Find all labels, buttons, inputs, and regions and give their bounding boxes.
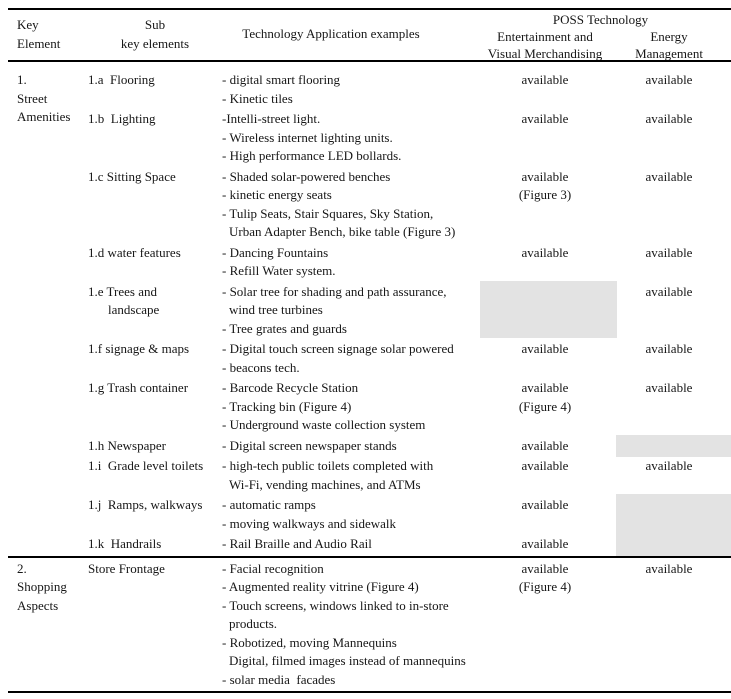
key-element-cell: [12, 71, 88, 556]
entertainment-cell: [470, 71, 620, 108]
example-line: - Digital screen newspaper stands: [222, 437, 397, 453]
header-sub-line: key elements: [120, 35, 190, 51]
sub-key-cell: [88, 71, 222, 108]
availability-label: available: [521, 380, 569, 395]
sub-key-label: 1.h Newspaper: [88, 437, 166, 453]
example-line: - Tulip Seats, Stair Squares, Sky Station,: [222, 205, 434, 221]
availability-label: available: [521, 111, 569, 126]
example-line: - kinetic energy seats: [222, 187, 332, 202]
shaded-unavailable-box: [480, 281, 617, 339]
table-row-ramps-walkways: [88, 496, 731, 533]
table-row-handrails: [88, 535, 731, 554]
table-row-lighting: [88, 110, 731, 166]
example-line: - Underground waste collection system: [222, 417, 426, 432]
example-line: - automatic ramps: [222, 497, 316, 512]
examples-cell: [222, 168, 470, 242]
example-line: - digital smart flooring: [222, 72, 341, 87]
header-key-line: Element: [17, 35, 61, 51]
availability-label: available: [521, 560, 569, 576]
poss-group-title: POSS Technology: [552, 12, 649, 27]
sub-key-label: Store Frontage: [88, 560, 165, 576]
examples-cell: [222, 71, 470, 108]
entertainment-cell: [470, 457, 620, 494]
availability-label: available: [645, 283, 693, 299]
energy-cell: [620, 457, 731, 494]
shaded-unavailable-box: [616, 494, 731, 535]
availability-note: (Figure 3): [518, 187, 572, 202]
table-row-trees-landscape: [88, 283, 731, 339]
example-line: - Wireless internet lighting units.: [222, 129, 393, 145]
examples-cell: [222, 560, 470, 690]
sub-key-cell: [88, 457, 222, 494]
example-line: - Digital touch screen signage solar powered: [222, 341, 454, 356]
sub-key-cell: [88, 437, 222, 456]
section-divider: [8, 556, 731, 558]
table-body: [0, 62, 731, 556]
header-entertainment-line: Visual Merchandising: [487, 45, 603, 61]
entertainment-cell: [470, 535, 620, 554]
entertainment-cell: [470, 110, 620, 166]
energy-cell: [620, 244, 731, 281]
header-entertainment: [470, 29, 620, 62]
example-line: - Facial recognition: [222, 560, 324, 576]
header-energy-line: Management: [635, 45, 703, 61]
example-line: - Tracking bin (Figure 4): [222, 398, 352, 414]
example-line: - Kinetic tiles: [222, 90, 293, 106]
sub-key-cell: [88, 244, 222, 281]
example-line: - Tree grates and guards: [222, 320, 347, 336]
availability-label: available: [645, 244, 693, 260]
example-line: - Augmented reality vitrine (Figure 4): [222, 579, 419, 594]
table-top-border: [8, 8, 731, 10]
section-rows: [88, 560, 731, 692]
energy-cell: [620, 379, 731, 435]
header-entertainment-line: Entertainment and: [497, 29, 593, 44]
example-line: - High performance LED bollards.: [222, 148, 402, 163]
sub-key-cell: [88, 340, 222, 377]
key-element-line: Aspects: [17, 597, 59, 613]
section-street-amenities: [12, 71, 731, 556]
key-element-cell: [12, 560, 88, 692]
table-bottom-border: [8, 691, 731, 693]
example-line: products.: [229, 616, 278, 631]
example-line: - Solar tree for shading and path assurance,: [222, 283, 447, 299]
entertainment-cell: [470, 560, 620, 690]
header-sub-key: [88, 10, 222, 60]
sub-key-label: 1.i Grade level toilets: [88, 458, 204, 473]
energy-cell: [620, 496, 731, 533]
shaded-unavailable-box: [616, 533, 731, 556]
availability-label: available: [645, 72, 693, 87]
availability-label: available: [521, 341, 569, 356]
availability-label: available: [521, 244, 569, 260]
sub-key-label: 1.b Lighting: [88, 111, 156, 126]
examples-cell: [222, 437, 470, 456]
availability-label: available: [645, 341, 693, 356]
sub-key-label: 1.d water features: [88, 244, 181, 260]
header-bottom-border: [8, 60, 731, 62]
availability-label: available: [521, 497, 569, 512]
examples-cell: [222, 457, 470, 494]
example-line: - moving walkways and sidewalk: [222, 515, 397, 531]
example-line: Wi-Fi, vending machines, and ATMs: [229, 476, 421, 492]
sub-key-cell: [88, 168, 222, 242]
example-line: - Shaded solar-powered benches: [222, 168, 391, 184]
energy-cell: [620, 560, 731, 690]
section-rows: [88, 71, 731, 556]
examples-cell: [222, 496, 470, 533]
availability-label: available: [645, 168, 693, 184]
key-element-line: 1.: [17, 72, 27, 87]
table-row-trash-container: [88, 379, 731, 435]
entertainment-cell: [470, 244, 620, 281]
example-line: - Touch screens, windows linked to in-store: [222, 597, 449, 613]
sub-key-label: landscape: [108, 302, 160, 317]
availability-label: available: [521, 72, 569, 87]
poss-subcolumns: [470, 28, 731, 62]
example-line: Urban Adapter Bench, bike table (Figure 3): [229, 224, 456, 239]
examples-cell: [222, 340, 470, 377]
availability-label: available: [521, 168, 569, 184]
example-line: - Robotized, moving Mannequins: [222, 634, 397, 650]
energy-cell: [620, 535, 731, 554]
energy-cell: [620, 110, 731, 166]
example-line: - Barcode Recycle Station: [222, 380, 359, 395]
energy-cell: [620, 71, 731, 108]
key-element-line: Shopping: [17, 579, 67, 594]
table-row-sitting-space: [88, 168, 731, 242]
header-energy: [620, 29, 731, 62]
sub-key-cell: [88, 379, 222, 435]
availability-label: available: [521, 437, 569, 453]
key-element-line: 2.: [17, 560, 27, 576]
examples-cell: [222, 379, 470, 435]
entertainment-cell: [470, 379, 620, 435]
example-line: -Intelli-street light.: [222, 111, 321, 126]
header-tech-examples: [222, 10, 470, 60]
sub-key-label: 1.k Handrails: [88, 536, 162, 551]
table-row-signage-maps: [88, 340, 731, 377]
table-body-section-2: [0, 558, 731, 692]
availability-label: available: [645, 380, 693, 395]
entertainment-cell: [470, 168, 620, 242]
availability-label: available: [645, 560, 693, 576]
example-line: - high-tech public toilets completed with: [222, 458, 434, 473]
examples-cell: [222, 244, 470, 281]
energy-cell: [620, 340, 731, 377]
sub-key-cell: [88, 283, 222, 339]
header-key-element: [12, 10, 88, 60]
header-tech-label: Technology Application examples: [242, 26, 420, 41]
entertainment-cell: [470, 437, 620, 456]
example-line: Digital, filmed images instead of mannequins: [229, 653, 466, 668]
availability-label: available: [645, 111, 693, 126]
example-line: - Dancing Fountains: [222, 244, 329, 260]
sub-key-label: 1.e Trees and: [88, 283, 157, 299]
table-header: [12, 10, 731, 60]
table-row-grade-level-toilets: [88, 457, 731, 494]
examples-cell: [222, 535, 470, 554]
header-energy-line: Energy: [650, 29, 688, 44]
key-element-line: Amenities: [17, 109, 71, 124]
sub-key-label: 1.c Sitting Space: [88, 168, 176, 184]
availability-note: (Figure 4): [518, 579, 572, 594]
availability-label: available: [521, 458, 569, 473]
example-line: wind tree turbines: [229, 302, 323, 317]
energy-cell: [620, 283, 731, 339]
header-key-line: Key: [17, 17, 39, 32]
sub-key-cell: [88, 535, 222, 554]
example-line: - Refill Water system.: [222, 263, 336, 278]
table-row-water-features: [88, 244, 731, 281]
key-element-line: Street: [17, 90, 48, 106]
availability-label: available: [645, 458, 693, 473]
top-margin: [0, 0, 731, 8]
entertainment-cell: [470, 340, 620, 377]
sub-key-label: 1.f signage & maps: [88, 341, 190, 356]
table-row-newspaper: [88, 437, 731, 456]
sub-key-cell: [88, 496, 222, 533]
sub-key-label: 1.g Trash container: [88, 380, 189, 395]
examples-cell: [222, 283, 470, 339]
example-line: - beacons tech.: [222, 359, 300, 375]
entertainment-cell: [470, 496, 620, 533]
energy-cell: [620, 437, 731, 456]
example-line: - solar media facades: [222, 671, 336, 687]
header-poss-group: [470, 10, 731, 60]
section-shopping-aspects: [12, 560, 731, 692]
availability-label: available: [521, 536, 569, 551]
entertainment-cell: [470, 283, 620, 339]
header-sub-line: Sub: [144, 17, 166, 32]
sub-key-cell: [88, 110, 222, 166]
energy-cell: [620, 168, 731, 242]
table-row-store-frontage: [88, 560, 731, 690]
table-row-flooring: [88, 71, 731, 108]
sub-key-label: 1.a Flooring: [88, 72, 155, 87]
example-line: - Rail Braille and Audio Rail: [222, 536, 372, 551]
availability-note: (Figure 4): [518, 398, 572, 414]
sub-key-label: 1.j Ramps, walkways: [88, 497, 203, 512]
shaded-unavailable-box: [616, 435, 731, 458]
examples-cell: [222, 110, 470, 166]
sub-key-cell: [88, 560, 222, 690]
